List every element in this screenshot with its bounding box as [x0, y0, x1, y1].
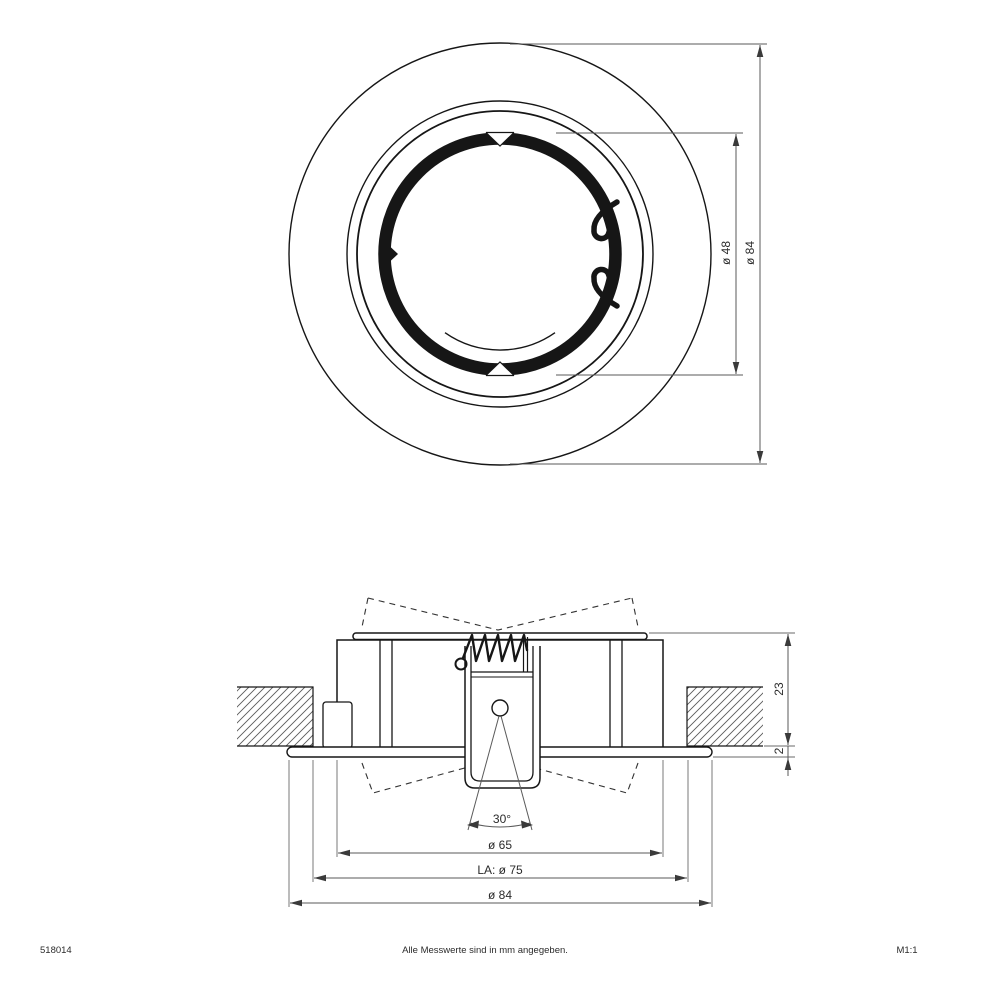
dim-label-housing-diameter: ø 65 [487, 838, 512, 852]
article-number: 518014 [40, 945, 72, 956]
section-view [237, 598, 795, 907]
dim-label-lamp-opening: ø 48 [719, 241, 733, 266]
dim-label-trim-diameter: ø 84 [487, 888, 512, 902]
pivot-hole [492, 700, 508, 716]
side-clip-block [323, 702, 352, 748]
tilt-dashed-upper [362, 598, 638, 630]
dim-label-outer-diameter: ø 84 [743, 241, 757, 266]
scale-label: M1:1 [896, 945, 918, 956]
dim-label-cutout-diameter: LA: ø 75 [477, 863, 523, 877]
top-view [289, 43, 767, 465]
ceiling-block-right [687, 687, 763, 746]
dim-label-tilt-angle: 30° [492, 812, 512, 826]
bevel-circle [357, 111, 643, 397]
trim-outer-circle [289, 43, 711, 465]
dim-label-trim-thickness: 2 [772, 747, 786, 755]
footer-note: Alle Messwerte sind in mm angegeben. [402, 945, 568, 956]
center-bracket [465, 646, 540, 788]
lamp-opening-arc [445, 333, 555, 350]
dim-label-recess-depth: 23 [772, 682, 786, 696]
ceiling-block-left [237, 687, 313, 746]
spring-ring-left-bump [390, 247, 398, 262]
spring-ring [385, 139, 616, 370]
housing-top-plate [353, 633, 647, 640]
